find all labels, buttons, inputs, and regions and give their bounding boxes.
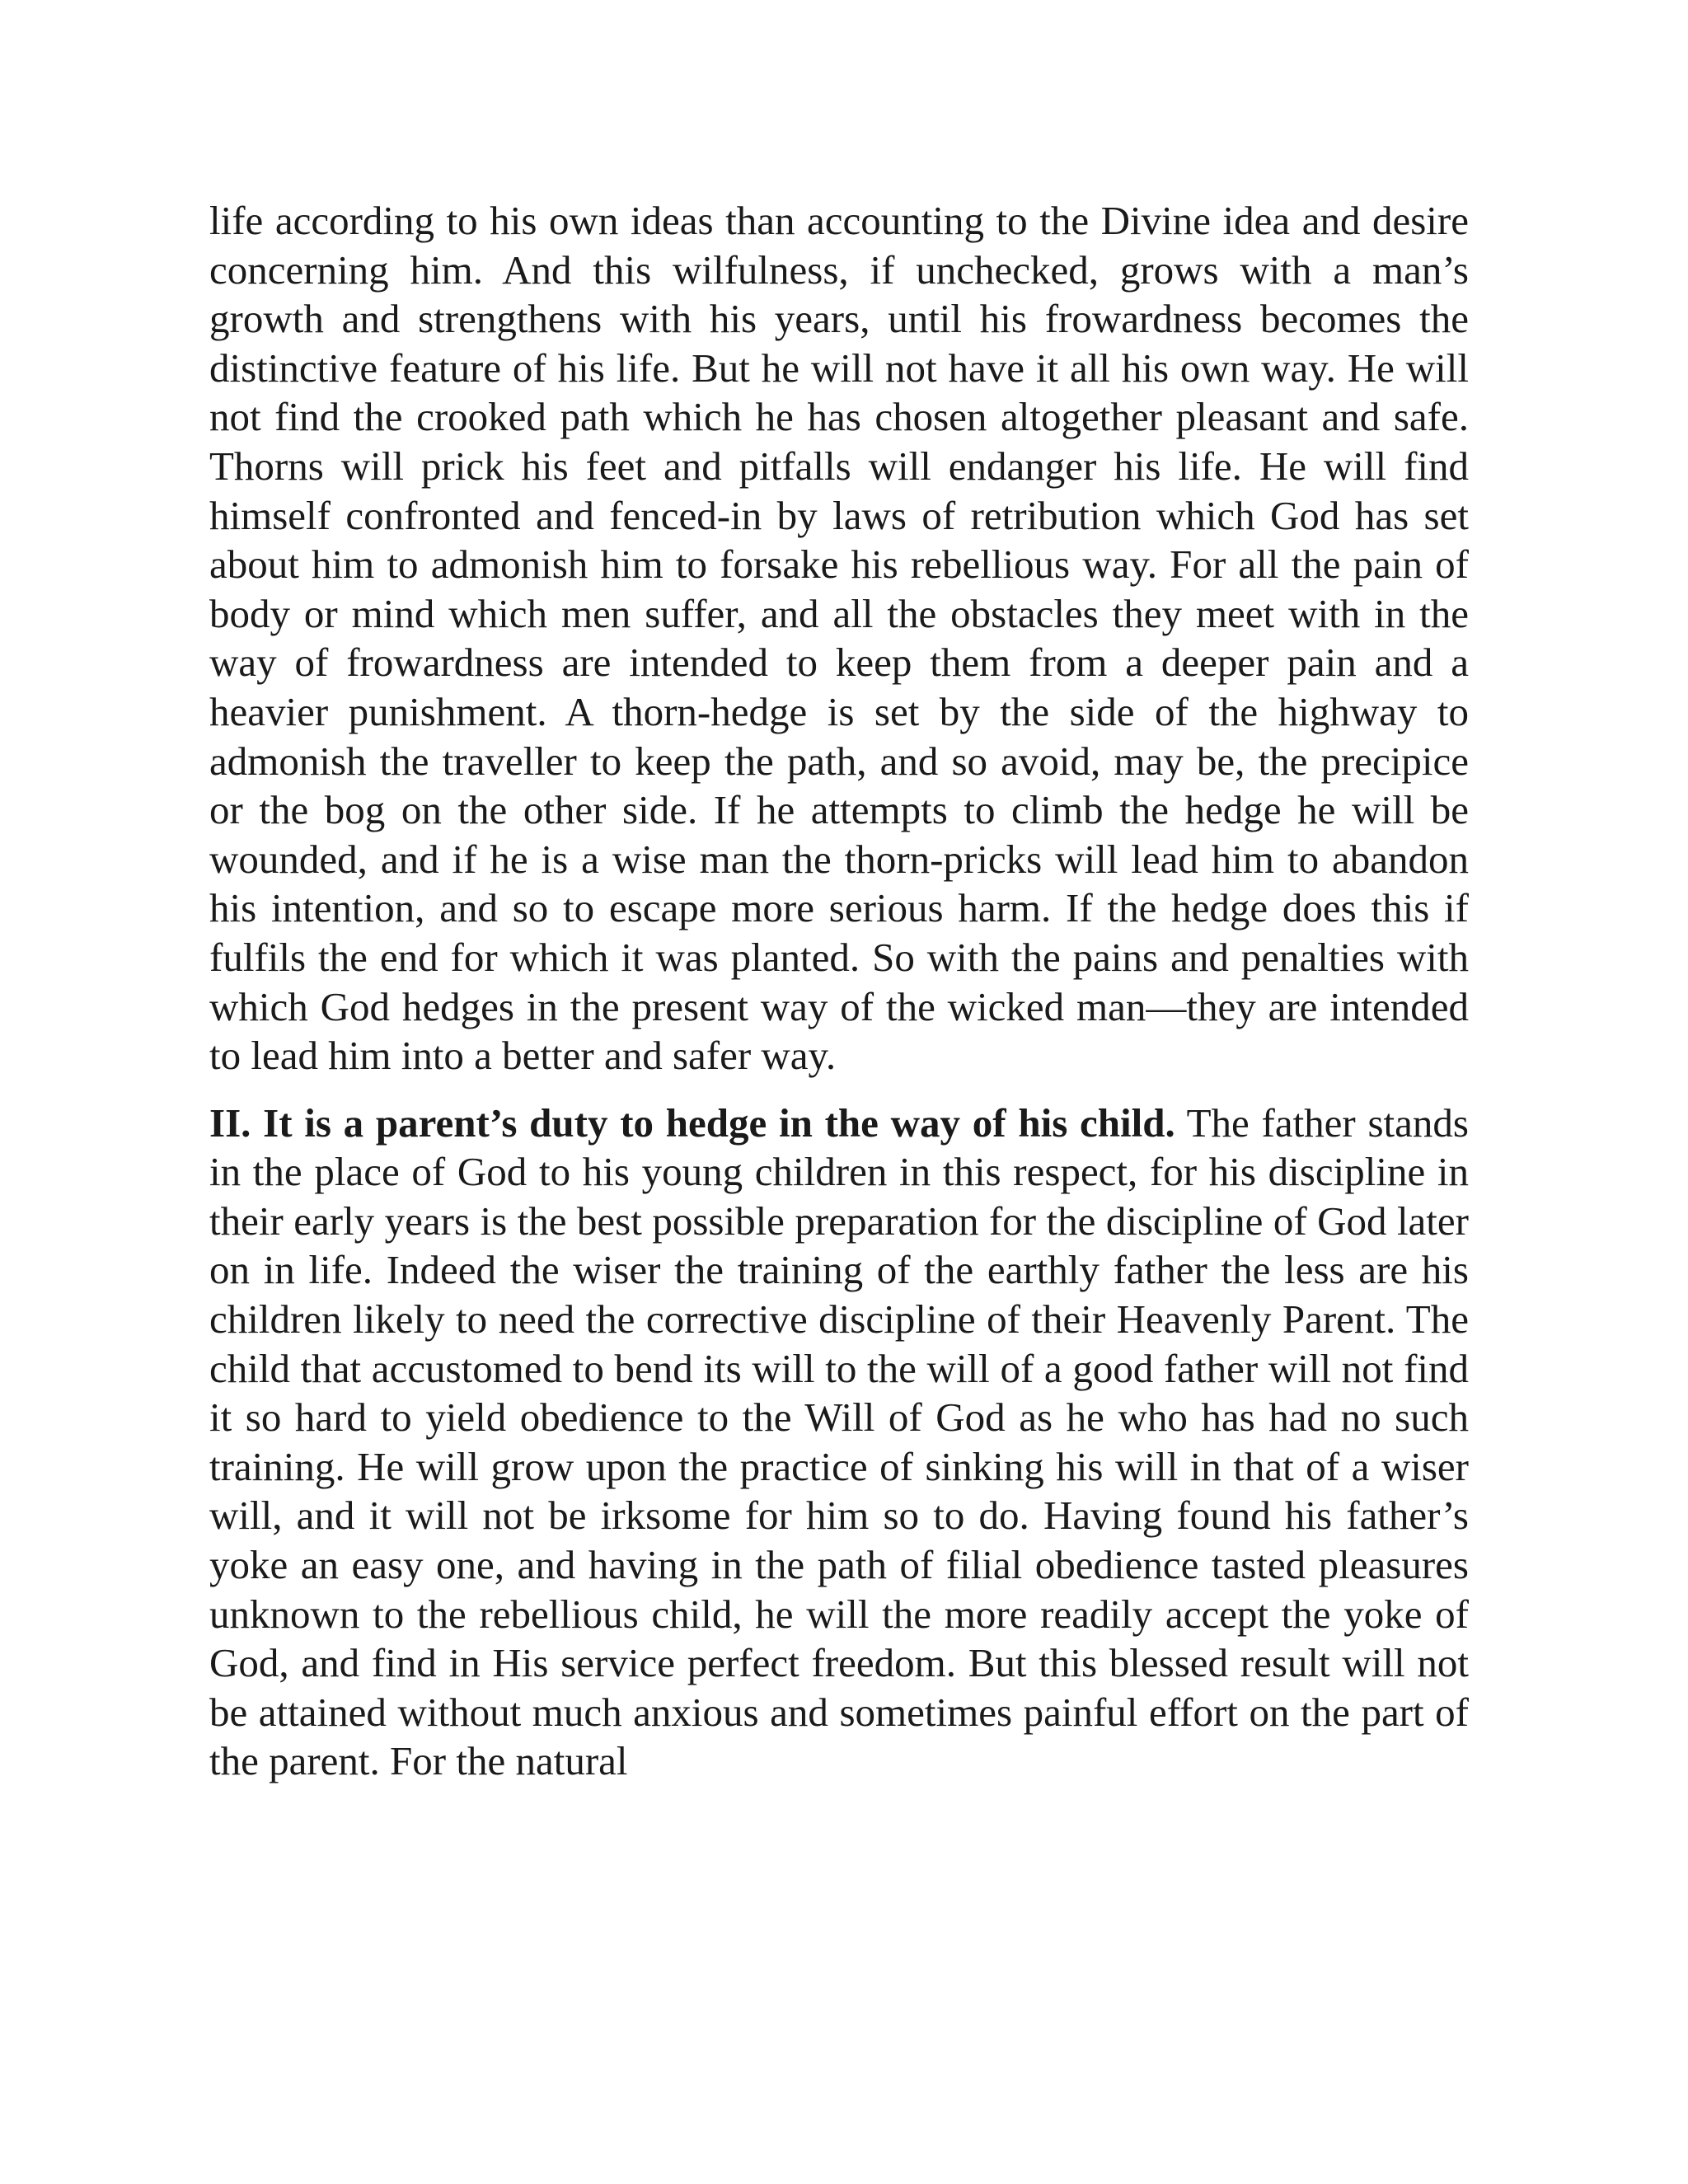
body-text	[209, 196, 1469, 1786]
section-ii-heading: II. It is a parent’s duty to hedge in the way of his child.	[209, 1099, 1175, 1146]
paragraph-continuation: life according to his own ideas than accounting to the Divine idea and desire concerning him. And this wilfulness, if unchecked, grows with a man’s growth and strengthens with his years, until his frowardness becomes the distinctive feature of his life. But he will not have it all his own way. He will not find the crooked path which he has chosen altogether pleasant and safe. Thorns will prick his feet and pitfalls will endanger his life. He will find himself confronted and fenced-in by laws of retribution which God has set about him to admonish him to forsake his rebellious way. For all the pain of body or mind which men suffer, and all the obstacles they meet with in the way of frowardness are intended to keep them from a deeper pain and a heavier punishment. A thorn-hedge is set by the side of the highway to admonish the traveller to keep the path, and so avoid, may be, the precipice or the bog on the other side. If he attempts to climb the hedge he will be wounded, and if he is a wise man the thorn-pricks will lead him to abandon his intention, and so to escape more serious harm. If the hedge does this if fulfils the end for which it was planted. So with the pains and penalties with which God hedges in the present way of the wicked man—they are intended to lead him into a better and safer way.	[209, 198, 1469, 1079]
section-ii-body: The father stands in the place of God to his young children in this respect, for his discipline in their early years is the best possible preparation for the discipline of God later on in life. Indeed the wiser the training of the earthly father the less are his children likely to need the corrective discipline of their Heavenly Parent. The child that accustomed to bend its will to the will of a good father will not find it so hard to yield obedience to the Will of God as he who has had no such training. He will grow upon the practice of sinking his will in that of a wiser will, and it will not be irksome for him so to do. Having found his father’s yoke an easy one, and having in the path of filial obedience tasted pleasures unknown to the rebellious child, he will the more readily accept the yoke of God, and find in His service perfect freedom. But this blessed result will not be attained without much anxious and sometimes painful effort on the part of the parent. For the natural	[209, 1099, 1469, 1784]
section-ii-paragraph	[209, 1099, 1469, 1786]
